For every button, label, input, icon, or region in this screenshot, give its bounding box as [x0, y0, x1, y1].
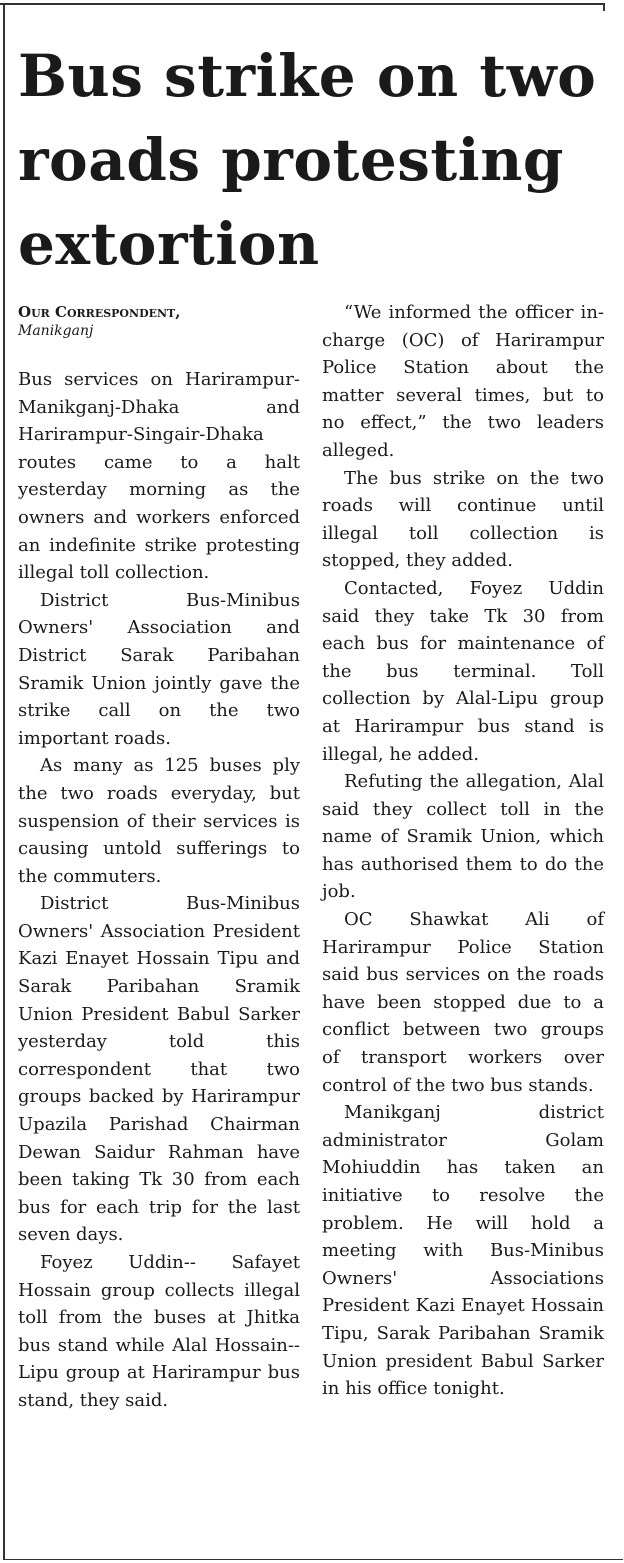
article-headline: Bus strike on two roads protesting extortion	[18, 42, 597, 278]
right-border-tick	[603, 3, 605, 11]
byline-author: Our Correspondent,	[18, 303, 181, 321]
top-border-rule	[0, 3, 604, 5]
paragraph: OC Shawkat Ali of Harirampur Police Station said bus services on the roads have been stopped due to a conflict between two groups of transport workers over control of the two bus stands.	[322, 909, 604, 1096]
paragraph: The bus strike on the two roads will continue until illegal toll collection is stopped, they added.	[322, 467, 604, 572]
paragraph: As many as 125 buses ply the two roads everyday, but suspension of their services is causing untold sufferings to the commuters.	[18, 755, 300, 887]
paragraph: District Bus-Minibus Owners' Association President Kazi Enayet Hossain Tipu and Sarak Paribahan Sramik Union President Babul Sarker yesterday told this correspondent that two groups backed by Harirampur Upazila Parishad Chairman Dewan Saidur Rahman have been taking Tk 30 from each bus for each trip for the last seven days.	[18, 893, 300, 1246]
paragraph: Contacted, Foyez Uddin said they take Tk 30 from each bus for maintenance of the bus terminal. Toll collection by Alal-Lipu group at Harirampur bus stand is illegal, he added.	[322, 577, 604, 765]
byline-location: Manikganj	[18, 323, 94, 339]
bottom-border-rule	[3, 1559, 623, 1560]
right-column	[322, 299, 604, 1403]
left-column	[18, 366, 300, 1415]
paragraph: Refuting the allegation, Alal said they collect toll in the name of Sramik Union, which has authorised them to do the job.	[322, 771, 604, 903]
paragraph: Manikganj district administrator Golam Mohiuddin has taken an initiative to resolve the problem. He will hold a meeting with Bus-Minibus Owners' Associations President Kazi Enayet Hossain Tipu, Sarak Paribahan Sramik Union president Babul Sarker in his office tonight.	[322, 1102, 604, 1400]
paragraph: Foyez Uddin-- Safayet Hossain group collects illegal toll from the buses at Jhitka bus stand while Alal Hossain--Lipu group at Harirampur bus stand, they said.	[18, 1252, 300, 1411]
byline	[18, 302, 308, 341]
paragraph: “We informed the officer in-charge (OC) of Harirampur Police Station about the matter several times, but to no effect,” the two leaders alleged.	[322, 302, 604, 461]
left-border-rule	[3, 3, 5, 1560]
paragraph: Bus services on Harirampur-Manikganj-Dhaka and Harirampur-Singair-Dhaka routes came to a halt yesterday morning as the owners and workers enforced an indefinite strike protesting illegal toll collection.	[18, 369, 300, 584]
paragraph: District Bus-Minibus Owners' Association and District Sarak Paribahan Sramik Union jointly gave the strike call on the two important roads.	[18, 589, 300, 749]
